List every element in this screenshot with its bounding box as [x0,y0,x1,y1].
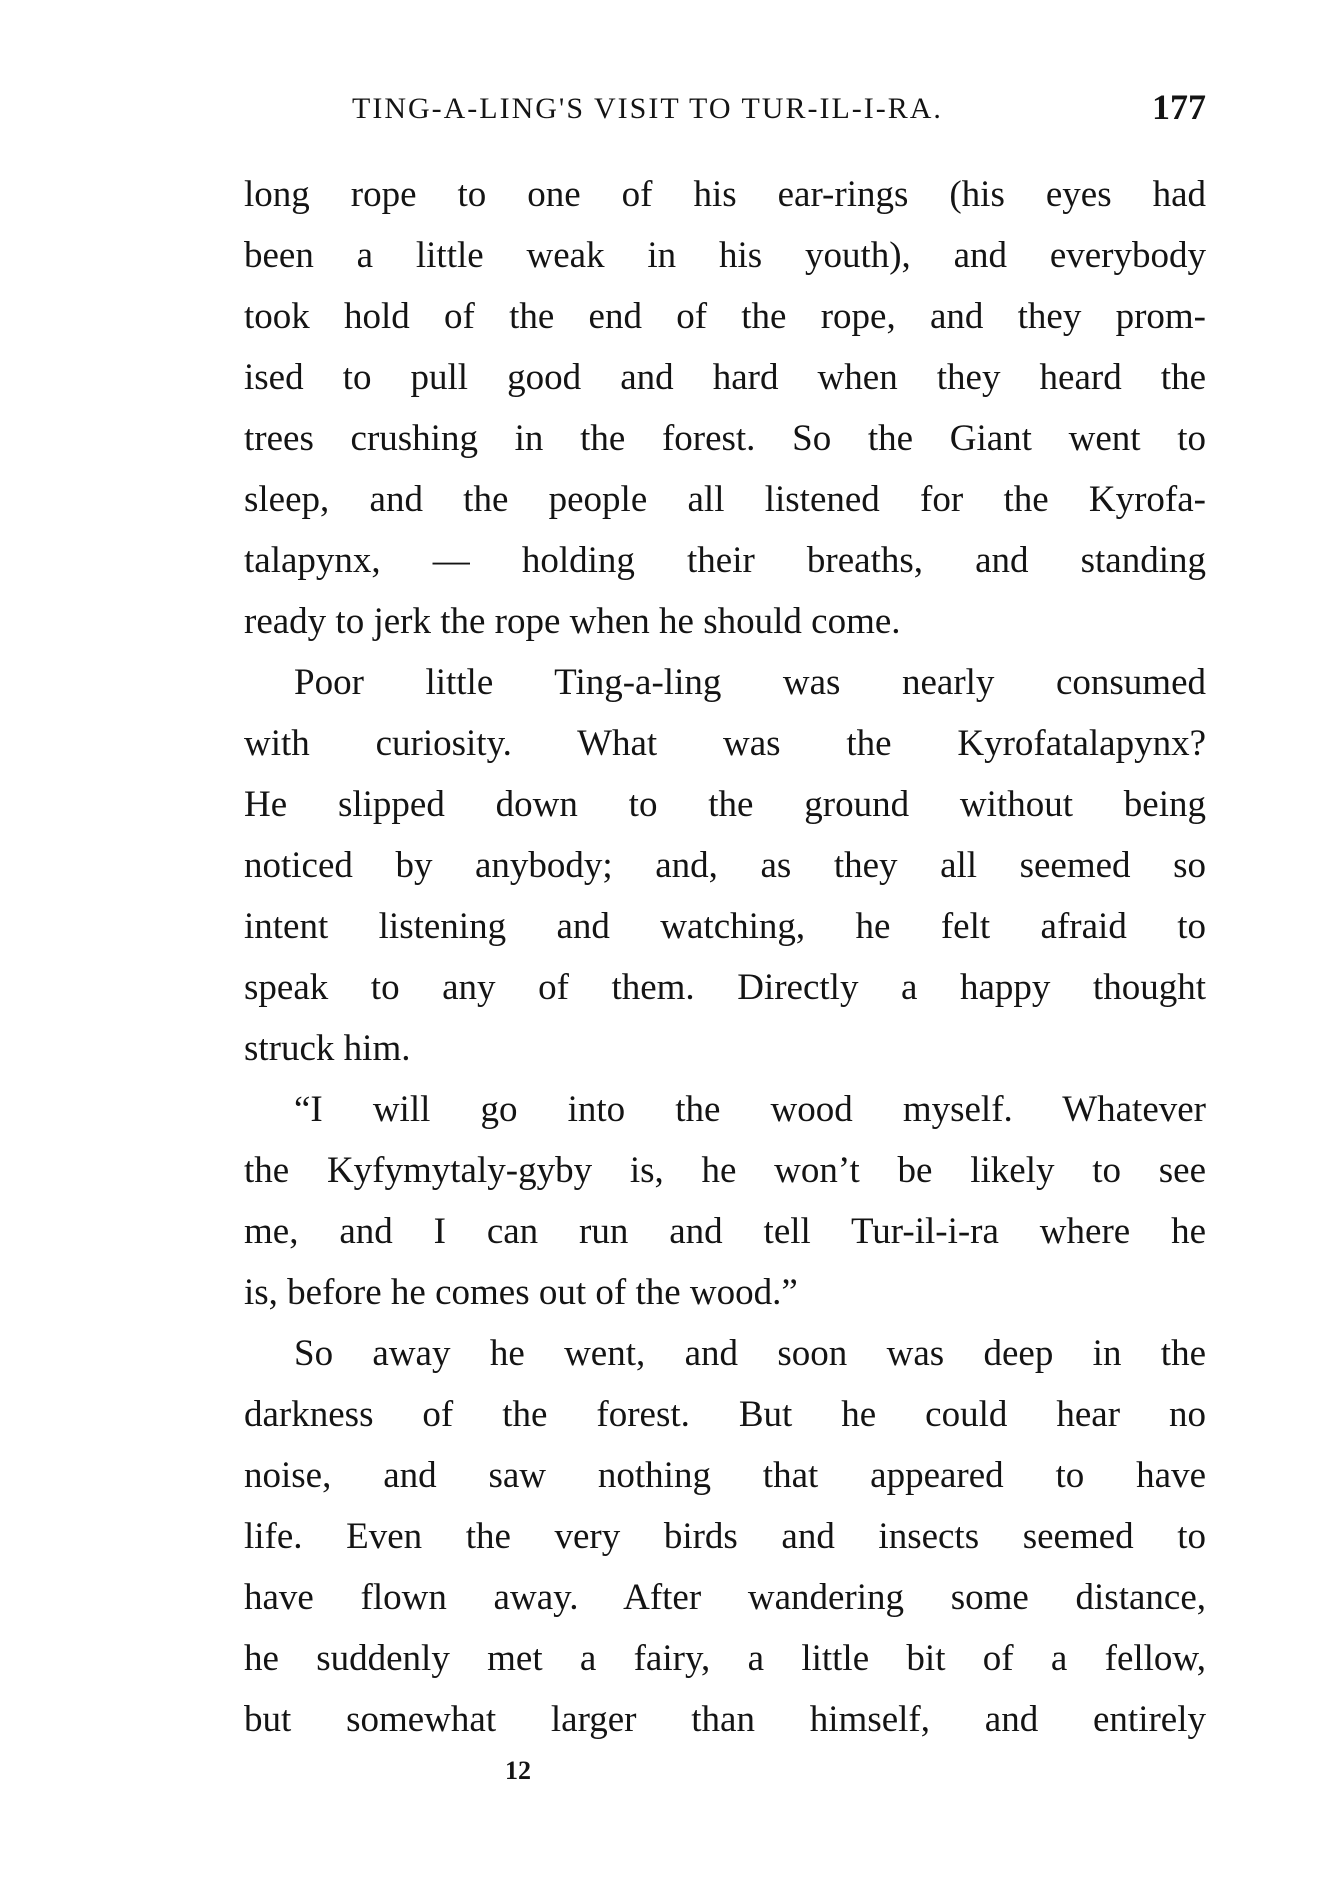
text-line: the Kyfymytaly-gyby is, he won’t be likely to see [244,1150,1206,1191]
text-line: He slipped down to the ground without being [244,784,1206,825]
text-line: noise, and saw nothing that appeared to have [244,1455,1206,1496]
paragraph-start-line: “I will go into the wood myself. Whatever [294,1089,1206,1130]
running-head [244,86,1206,130]
text-line: trees crushing in the forest. So the Giant went to [244,418,1206,459]
text-line: have flown away. After wandering some distance, [244,1577,1206,1618]
text-line: intent listening and watching, he felt afraid to [244,906,1206,947]
text-line: darkness of the forest. But he could hear no [244,1394,1206,1435]
text-line: long rope to one of his ear-rings (his eyes had [244,174,1206,215]
text-line: talapynx, — holding their breaths, and standing [244,540,1206,581]
text-line: is, before he comes out of the wood.” [244,1272,798,1313]
text-line: been a little weak in his youth), and everybody [244,235,1206,276]
text-line: noticed by anybody; and, as they all seemed so [244,845,1206,886]
text-line: speak to any of them. Directly a happy thought [244,967,1206,1008]
text-line: struck him. [244,1028,411,1069]
text-line: took hold of the end of the rope, and they prom- [244,296,1206,337]
text-line: ready to jerk the rope when he should come. [244,601,901,642]
paragraph-start-line: So away he went, and soon was deep in the [294,1333,1206,1374]
page-number: 177 [1152,87,1206,127]
paragraph-start-line: Poor little Ting-a-ling was nearly consumed [294,662,1206,703]
body-text [244,164,1206,1750]
text-line: sleep, and the people all listened for the Kyrofa- [244,479,1206,520]
text-line: me, and I can run and tell Tur-il-i-ra where he [244,1211,1206,1252]
text-line: life. Even the very birds and insects seemed to [244,1516,1206,1557]
text-line: he suddenly met a fairy, a little bit of a fellow, [244,1638,1206,1679]
signature-mark: 12 [505,1756,531,1785]
running-title: TING-A-LING'S VISIT TO TUR-IL-I-RA. [352,92,943,125]
text-line: with curiosity. What was the Kyrofatalapynx? [244,723,1206,764]
text-line: but somewhat larger than himself, and entirely [244,1699,1206,1740]
text-line: ised to pull good and hard when they heard the [244,357,1206,398]
